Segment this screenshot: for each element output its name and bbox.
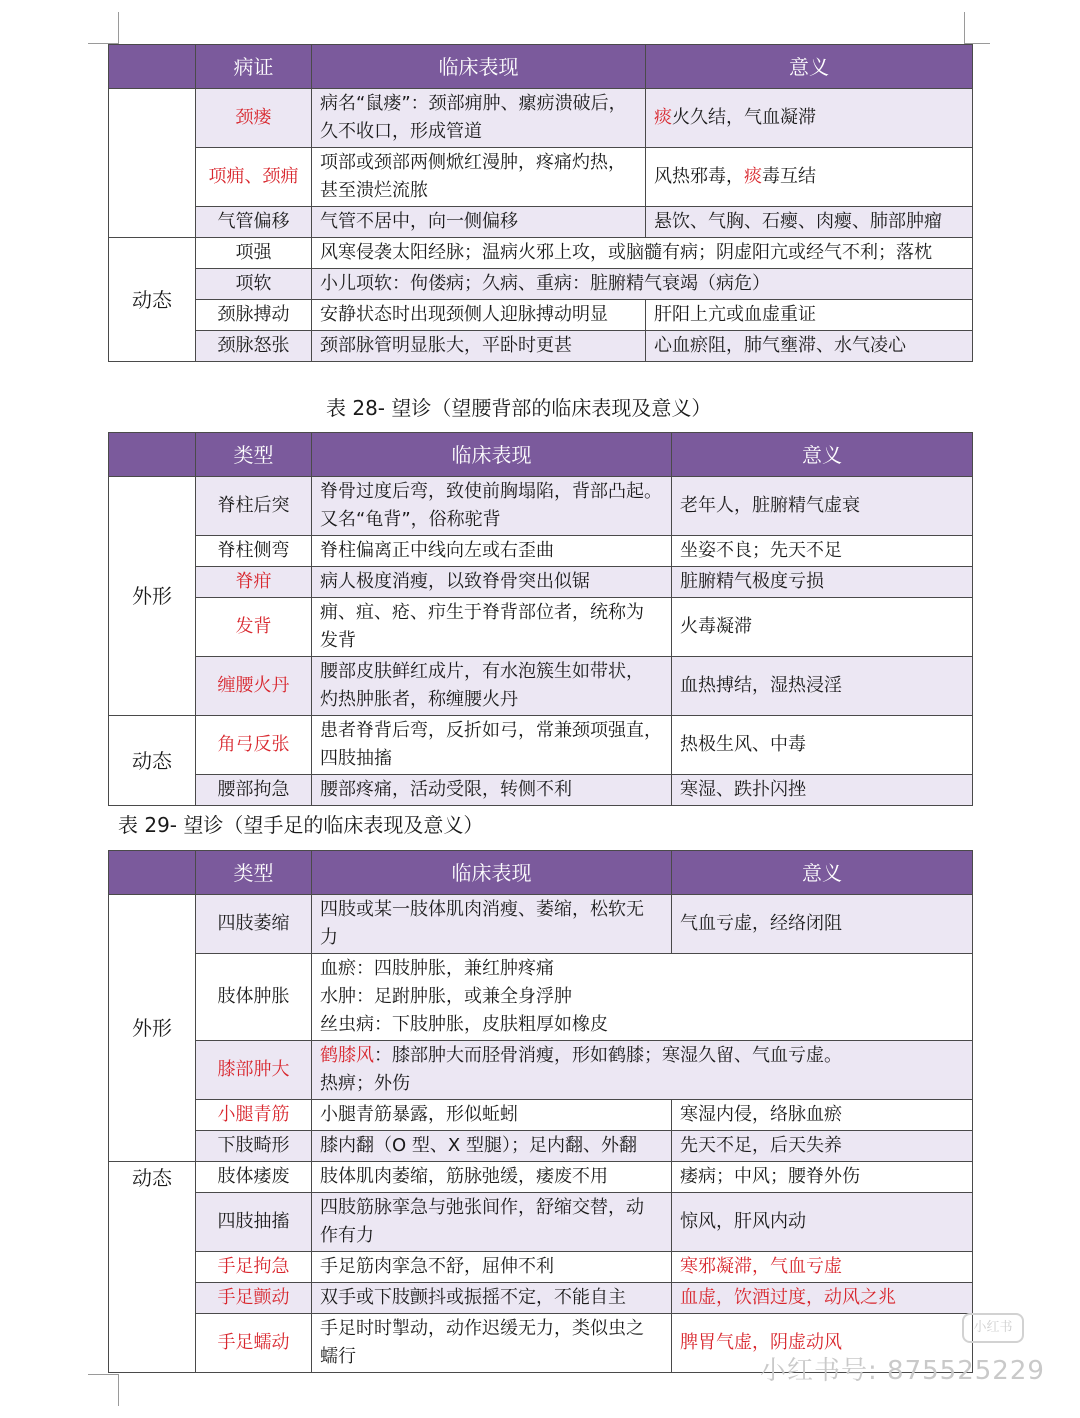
category-cell-blank xyxy=(109,89,196,238)
row-meaning: 老年人，脏腑精气虚衰 xyxy=(672,477,973,536)
row-desc-full: 风寒侵袭太阳经脉；温病火邪上攻，或脑髓有病；阴虚阳亢或经气不利；落枕 xyxy=(312,238,973,269)
table-28-title: 表 28- 望诊（望腰背部的临床表现及意义） xyxy=(326,396,712,420)
row-meaning: 肝阳上亢或血虚重证 xyxy=(646,300,973,331)
table-header-row xyxy=(109,45,973,89)
row-desc: 气管不居中，向一侧偏移 xyxy=(312,207,646,238)
row-desc: 小腿青筋暴露，形似蚯蚓 xyxy=(312,1100,672,1131)
row-name: 手足拘急 xyxy=(196,1252,312,1283)
row-desc: 患者脊背后弯，反折如弓，常兼颈项强直， 四肢抽搐 xyxy=(312,716,672,775)
table-row xyxy=(109,895,973,954)
header-manifestation: 临床表现 xyxy=(312,851,672,895)
row-meaning: 痰火久结，气血凝滞 xyxy=(646,89,973,148)
table-28-back xyxy=(108,432,973,806)
table-row xyxy=(109,331,973,362)
row-meaning: 血热搏结，湿热浸淫 xyxy=(672,657,973,716)
category-cell-form: 外形 xyxy=(109,895,196,1162)
row-desc: 脊骨过度后弯，致使前胸塌陷，背部凸起。 又名“龟背”，俗称驼背 xyxy=(312,477,672,536)
row-name: 四肢萎缩 xyxy=(196,895,312,954)
table-row xyxy=(109,207,973,238)
table-row xyxy=(109,716,973,775)
header-meaning: 意义 xyxy=(646,45,973,89)
header-manifestation: 临床表现 xyxy=(312,45,646,89)
row-name: 腰部拘急 xyxy=(196,775,312,806)
row-name: 手足颤动 xyxy=(196,1283,312,1314)
table-row xyxy=(109,1041,973,1100)
table-row xyxy=(109,477,973,536)
row-name: 项强 xyxy=(196,238,312,269)
row-meaning: 悬饮、气胸、石瘿、肉瘿、肺部肿瘤 xyxy=(646,207,973,238)
row-meaning: 气血亏虚，经络闭阻 xyxy=(672,895,973,954)
row-desc: 病名“鼠瘘”：颈部痈肿、瘰疬溃破后， 久不收口，形成管道 xyxy=(312,89,646,148)
row-desc: 脊柱偏离正中线向左或右歪曲 xyxy=(312,536,672,567)
row-desc-full: 鹤膝风：膝部肿大而胫骨消瘦，形如鹤膝；寒湿久留、气血亏虚。 热痹；外伤 xyxy=(312,1041,973,1100)
table-row xyxy=(109,1100,973,1131)
row-name: 项痈、颈痈 xyxy=(196,148,312,207)
table-row xyxy=(109,567,973,598)
row-meaning: 惊风，肝风内动 xyxy=(672,1193,973,1252)
category-cell-dynamic: 动态 xyxy=(109,1162,196,1373)
table-row xyxy=(109,269,973,300)
row-meaning: 脾胃气虚，阴虚动风 xyxy=(672,1314,973,1373)
table-row xyxy=(109,657,973,716)
row-meaning: 寒湿内侵，络脉血瘀 xyxy=(672,1100,973,1131)
row-meaning: 坐姿不良；先天不足 xyxy=(672,536,973,567)
header-blank xyxy=(109,45,196,89)
row-desc: 肢体肌肉萎缩，筋脉弛缓，痿废不用 xyxy=(312,1162,672,1193)
table-row xyxy=(109,300,973,331)
table-27-neck xyxy=(108,44,973,362)
table-row xyxy=(109,1162,973,1193)
table-row xyxy=(109,1252,973,1283)
xiaohongshu-logo-watermark: 小红书 xyxy=(962,1313,1024,1343)
row-name: 膝部肿大 xyxy=(196,1041,312,1100)
row-meaning: 热极生风、中毒 xyxy=(672,716,973,775)
row-meaning: 寒邪凝滞，气血亏虚 xyxy=(672,1252,973,1283)
header-meaning: 意义 xyxy=(672,433,973,477)
header-syndrome: 病证 xyxy=(196,45,312,89)
row-name: 脊柱侧弯 xyxy=(196,536,312,567)
table-row xyxy=(109,89,973,148)
table-header-row xyxy=(109,851,973,895)
row-name: 肢体痿废 xyxy=(196,1162,312,1193)
header-blank xyxy=(109,433,196,477)
row-name: 气管偏移 xyxy=(196,207,312,238)
row-name: 脊疳 xyxy=(196,567,312,598)
table-row xyxy=(109,598,973,657)
table-row xyxy=(109,954,973,1041)
category-cell-dynamic: 动态 xyxy=(109,716,196,806)
table-row xyxy=(109,238,973,269)
row-name: 下肢畸形 xyxy=(196,1131,312,1162)
table-header-row xyxy=(109,433,973,477)
row-meaning: 先天不足，后天失养 xyxy=(672,1131,973,1162)
row-desc: 颈部脉管明显胀大，平卧时更甚 xyxy=(312,331,646,362)
table-row xyxy=(109,1193,973,1252)
row-desc-lines: 血瘀：四肢肿胀，兼红肿疼痛 水肿：足跗肿胀，或兼全身浮肿 丝虫病：下肢肿胀，皮肤粗厚如橡皮 xyxy=(312,954,973,1041)
row-desc: 痈、疽、疮、疖生于脊背部位者，统称为 发背 xyxy=(312,598,672,657)
row-name: 角弓反张 xyxy=(196,716,312,775)
header-meaning: 意义 xyxy=(672,851,973,895)
row-meaning: 脏腑精气极度亏损 xyxy=(672,567,973,598)
row-meaning: 寒湿、跌扑闪挫 xyxy=(672,775,973,806)
table-29-limbs xyxy=(108,850,973,1373)
table-row xyxy=(109,1131,973,1162)
row-name: 肢体肿胀 xyxy=(196,954,312,1041)
row-desc: 四肢筋脉挛急与弛张间作，舒缩交替，动 作有力 xyxy=(312,1193,672,1252)
table-row xyxy=(109,1283,973,1314)
row-name: 项软 xyxy=(196,269,312,300)
crop-mark-bottom-left-v xyxy=(118,1374,119,1406)
header-type: 类型 xyxy=(196,851,312,895)
table-29-title: 表 29- 望诊（望手足的临床表现及意义） xyxy=(118,813,484,837)
row-desc: 膝内翻（O 型、X 型腿）；足内翻、外翻 xyxy=(312,1131,672,1162)
row-meaning: 火毒凝滞 xyxy=(672,598,973,657)
header-blank xyxy=(109,851,196,895)
table-row xyxy=(109,536,973,567)
watermark-text: 小红书号: 875525229 xyxy=(760,1356,1045,1386)
row-desc: 病人极度消瘦，以致脊骨突出似锯 xyxy=(312,567,672,598)
row-desc: 手足筋肉挛急不舒，屈伸不利 xyxy=(312,1252,672,1283)
row-desc-full: 小儿项软：佝偻病；久病、重病：脏腑精气衰竭（病危） xyxy=(312,269,973,300)
row-name: 手足蠕动 xyxy=(196,1314,312,1373)
table-row xyxy=(109,775,973,806)
crop-mark-top-left-v xyxy=(118,12,119,44)
row-desc: 腰部皮肤鲜红成片，有水泡簇生如带状， 灼热肿胀者，称缠腰火丹 xyxy=(312,657,672,716)
header-manifestation: 临床表现 xyxy=(312,433,672,477)
row-desc: 双手或下肢颤抖或振摇不定，不能自主 xyxy=(312,1283,672,1314)
row-desc: 四肢或某一肢体肌肉消瘦、萎缩，松软无 力 xyxy=(312,895,672,954)
row-meaning: 风热邪毒，痰毒互结 xyxy=(646,148,973,207)
row-name: 缠腰火丹 xyxy=(196,657,312,716)
row-desc: 手足时时掣动，动作迟缓无力，类似虫之 蠕行 xyxy=(312,1314,672,1373)
row-meaning: 血虚，饮酒过度，动风之兆 xyxy=(672,1283,973,1314)
row-name: 四肢抽搐 xyxy=(196,1193,312,1252)
row-name: 小腿青筋 xyxy=(196,1100,312,1131)
category-cell-form: 外形 xyxy=(109,477,196,716)
category-cell-dynamic: 动态 xyxy=(109,238,196,362)
table-row xyxy=(109,148,973,207)
row-desc: 腰部疼痛，活动受限，转侧不利 xyxy=(312,775,672,806)
row-name: 脊柱后突 xyxy=(196,477,312,536)
row-name: 颈脉搏动 xyxy=(196,300,312,331)
header-type: 类型 xyxy=(196,433,312,477)
row-meaning: 痿病；中风；腰脊外伤 xyxy=(672,1162,973,1193)
row-desc: 安静状态时出现颈侧人迎脉搏动明显 xyxy=(312,300,646,331)
crop-mark-bottom-left-h xyxy=(88,1374,118,1375)
row-name: 颈瘘 xyxy=(196,89,312,148)
crop-mark-top-right-v xyxy=(964,12,965,44)
row-name: 颈脉怒张 xyxy=(196,331,312,362)
row-name: 发背 xyxy=(196,598,312,657)
row-desc: 项部或颈部两侧焮红漫肿，疼痛灼热， 甚至溃烂流脓 xyxy=(312,148,646,207)
row-meaning: 心血瘀阻，肺气壅滞、水气凌心 xyxy=(646,331,973,362)
